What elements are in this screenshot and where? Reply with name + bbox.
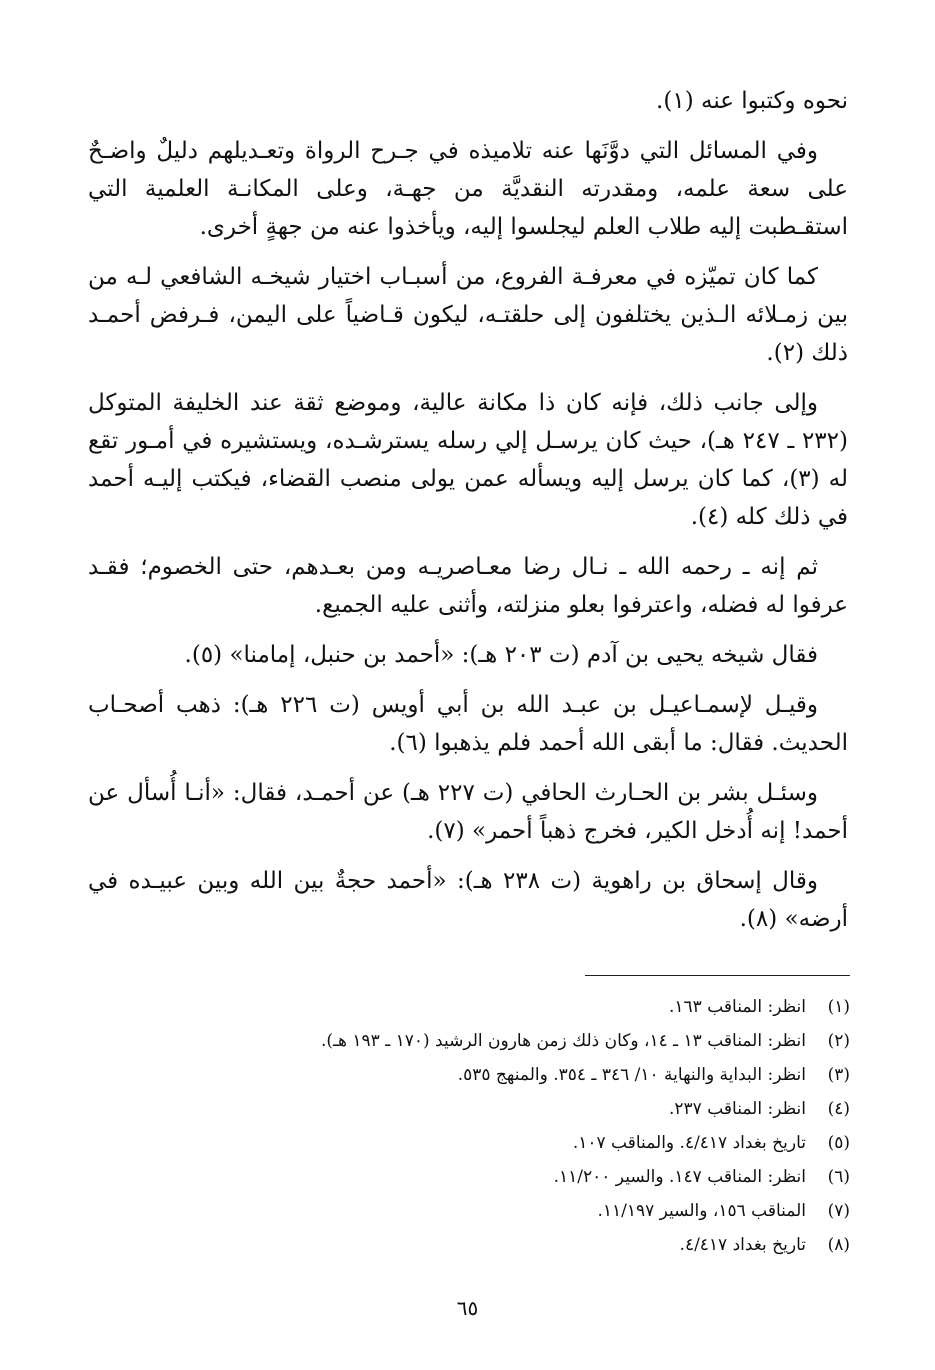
footnote-number: (٣)	[827, 1065, 850, 1085]
footnote-3	[180, 1058, 850, 1092]
paragraph-3: كما كان تميّزه في معرفـة الفروع، من أسبـاب اختيار شيخـه الشافعي لـه من بين زمـلائه الـذين يختلفون إلى حلقتـه، ليكون قـاضياً على اليمن، فـرفض أحمـد ذلك (٢).	[88, 264, 848, 366]
footnote-5	[180, 1126, 850, 1160]
footnote-number: (٧)	[827, 1201, 850, 1221]
footnote-text: تاريخ بغداد ٤/٤١٧.	[679, 1235, 806, 1255]
footnote-7	[180, 1194, 850, 1228]
footnote-text: المناقب ١٥٦، والسير ١١/١٩٧.	[597, 1201, 806, 1221]
page-number: ٦٥	[456, 1296, 479, 1320]
paragraph-8: وسئـل بشر بن الحـارث الحافي (ت ٢٢٧ هـ) عن أحمـد، فقال: «أنـا أُسأل عن أحمد! إنه أُدخل الكير، فخرج ذهباً أحمر» (٧).	[88, 780, 848, 844]
main-text	[88, 82, 848, 950]
footnote-number: (٤)	[827, 1099, 850, 1119]
paragraph-7: وقيـل لإسمـاعيـل بن عبـد الله بن أبي أويس (ت ٢٢٦ هـ): ذهب أصحـاب الحديث. فقال: ما أبقى الله أحمد فلم يذهبوا (٦).	[88, 692, 848, 756]
footnote-text: انظر: المناقب ١٦٣.	[669, 997, 806, 1017]
footnote-number: (٦)	[827, 1167, 850, 1187]
paragraph-6: فقال شيخه يحيى بن آدم (ت ٢٠٣ هـ): «أحمد بن حنبل، إمامنا» (٥).	[184, 642, 818, 668]
footnote-8	[180, 1228, 850, 1262]
footnote-text: انظر: البداية والنهاية ١٠/ ٣٤٦ ـ ٣٥٤. والمنهج ٥٣٥.	[457, 1065, 806, 1085]
paragraph-4: وإلى جانب ذلك، فإنه كان ذا مكانة عالية، وموضع ثقة عند الخليفة المتوكل (٢٣٢ ـ ٢٤٧ هـ)، حيث كان يرسـل إلي رسله يسترشـده، ويستشيره في أمـور تقع له (٣)، كما كان يرسل إليه ويسأله عمن يولى منصب القضاء، فيكتب إليـه أحمد في ذلك كله (٤).	[88, 390, 849, 530]
footnotes	[180, 990, 850, 1262]
footnote-number: (٨)	[827, 1235, 850, 1255]
footnote-number: (٥)	[827, 1133, 850, 1153]
footnote-2	[180, 1024, 850, 1058]
footnote-number: (٢)	[827, 1031, 850, 1051]
footnote-text: انظر: المناقب ١٣ ـ ١٤، وكان ذلك زمن هارون الرشيد (١٧٠ ـ ١٩٣ هـ).	[321, 1031, 806, 1051]
paragraph-2: وفي المسائل التي دوَّنَها عنه تلاميذه في جـرح الرواة وتعـديلهم دليلٌ واضـحٌ على سعة علمه، ومقدرته النقديَّة من جهـة، وعلى المكانـة العلمية التي استقـطبت إليه طلاب العلم ليجلسوا إليه، ويأخذوا عنه من جهةٍ أخرى.	[88, 138, 848, 240]
paragraph-1: نحوه وكتبوا عنه (١).	[656, 88, 848, 114]
footnote-text: تاريخ بغداد ٤/٤١٧. والمناقب ١٠٧.	[572, 1133, 806, 1153]
paragraph-5: ثم إنه ـ رحمه الله ـ نـال رضا معـاصريـه ومن بعـدهم، حتى الخصوم؛ فقـد عرفوا له فضله، واعترفوا بعلو منزلته، وأثنى عليه الجميع.	[88, 554, 848, 618]
footnote-4	[180, 1092, 850, 1126]
footnote-1	[180, 990, 850, 1024]
footnote-6	[180, 1160, 850, 1194]
paragraph-9: وقال إسحاق بن راهوية (ت ٢٣٨ هـ): «أحمد حجةٌ بين الله وبين عبيـده في أرضه» (٨).	[88, 868, 848, 932]
footnote-text: انظر: المناقب ٢٣٧.	[669, 1099, 806, 1119]
footnote-number: (١)	[827, 997, 850, 1017]
footnote-separator	[585, 975, 850, 976]
footnote-text: انظر: المناقب ١٤٧. والسير ١١/٢٠٠.	[553, 1167, 806, 1187]
